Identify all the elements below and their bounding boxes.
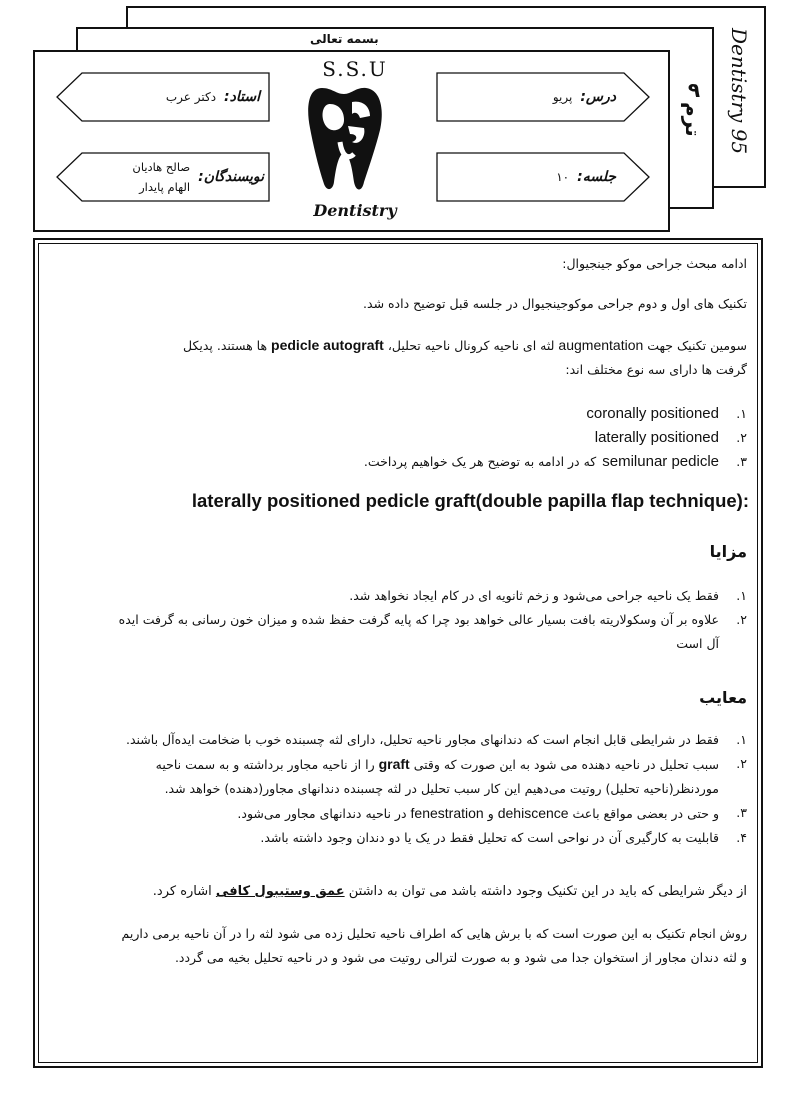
paragraph-method [49, 922, 747, 970]
disadvantages-list [47, 728, 747, 850]
list-number: ۱. [736, 732, 747, 747]
teacher-tag [56, 72, 270, 122]
term-dehiscence: dehiscence [497, 805, 569, 821]
graft-types-list [364, 402, 747, 474]
list-item [47, 728, 747, 752]
teacher-value: دکتر عرب [165, 90, 217, 104]
list-item [364, 402, 747, 426]
term-graft: graft [378, 756, 410, 772]
heading-advantages: مزایا [709, 542, 747, 561]
session-label: جلسه: [577, 169, 616, 185]
p3-line-2: گرفت ها دارای سه نوع مختلف اند: [565, 362, 747, 377]
list-text: موردنظر(ناحیه تحلیل) روتیت می‌دهیم این کار سبب تحلیل در لثه چسبنده دندانهای مجاور(دهنده) خواهد شد. [164, 781, 719, 796]
heading-laterally-positioned: laterally positioned pedicle graft(double papilla flap technique): [191, 490, 749, 511]
session-tag [436, 152, 650, 202]
side-number: ۹ [687, 78, 701, 102]
p3-text-c: ها هستند. پدیکل [183, 338, 268, 353]
teacher-label: استاد: [224, 89, 260, 105]
list-item [47, 752, 747, 777]
author-2: الهام پایدار [139, 180, 191, 194]
list-text: semilunar pedicle [602, 453, 719, 470]
side-brand-text: Dentistry 95 [727, 28, 751, 155]
list-item [53, 608, 747, 632]
list-number: ۲. [736, 612, 747, 627]
p3-text-b: لثه ای ناحیه کرونال ناحیه تحلیل، [387, 338, 555, 353]
side-brand-logo [722, 20, 762, 160]
list-number: ۲. [736, 430, 747, 445]
list-item [47, 801, 747, 826]
author-1: صالح هادیان [132, 160, 191, 174]
course-tag [436, 72, 650, 122]
session-value: ۱۰ [556, 170, 570, 184]
term-augmentation: augmentation [558, 337, 644, 353]
list-item-continuation [47, 777, 747, 801]
list-text: قابلیت به کارگیری آن در نواحی است که تحلیل فقط در یک یا دو دندان وجود داشته باشد. [260, 830, 719, 845]
advantages-list [53, 584, 747, 656]
p3-text-a: سومین تکنیک جهت [647, 338, 747, 353]
term-pedicle-autograft: pedicle autograft [271, 337, 384, 353]
list-text: laterally positioned [594, 429, 719, 446]
list-text: فقط در شرایطی قابل انجام است که دندانهای مجاور ناحیه تحلیل، دارای لثه چسبنده خوب با ضخامت ایده‌آل باشند. [126, 732, 719, 747]
ssu-dentistry-logo [300, 56, 410, 226]
list-text: coronally positioned [586, 405, 719, 422]
authors-list [132, 157, 190, 197]
list-number: ۳. [736, 454, 747, 469]
paragraph-conditions [153, 880, 747, 904]
list-item [47, 826, 747, 850]
list-text: و حتی در بعضی مواقع باعث [572, 806, 719, 821]
logo-bottom-text: Dentistry [313, 201, 397, 220]
list-item [364, 450, 747, 474]
paragraph-techniques: تکنیک های اول و دوم جراحی موکوجینجیوال در جلسه قبل توضیح داده شد. [363, 296, 747, 311]
list-text: علاوه بر آن وسکولاریته بافت بسیار عالی خواهد بود چرا که پایه گرفت حفظ شده و میزان خون رسانی به گرفت ایده [118, 612, 719, 627]
list-number: ۱. [736, 406, 747, 421]
logo-top-text: S.S.U [322, 57, 388, 81]
bismillah: بسمه تعالی [310, 32, 379, 46]
conditions-emphasis: عمق وستیبول کافی [215, 884, 345, 899]
list-text: در ناحیه دندانهای مجاور می‌شود. [237, 806, 407, 821]
side-label [672, 100, 716, 160]
session-tag-shape [436, 152, 650, 202]
side-label-text: ترم [681, 102, 705, 137]
list-item [53, 584, 747, 608]
list-item-continuation [53, 632, 747, 656]
authors-tag [56, 152, 270, 202]
conditions-text-a: از دیگر شرایطی که باید در این تکنیک وجود داشته باشد می توان به داشتن [348, 884, 747, 899]
list-text-tail: که در ادامه به توضیح هر یک خواهیم پرداخت. [363, 454, 597, 469]
intro-paragraph: ادامه مبحث جراحی موکو جینجیوال: [562, 256, 747, 271]
course-label: درس: [580, 89, 616, 105]
authors-label: نویسندگان: [198, 169, 264, 185]
list-text: آل است [676, 636, 719, 651]
list-item [364, 426, 747, 450]
method-line-1: روش انجام تکنیک به این صورت است که با برش هایی که اطراف ناحیه تحلیل زده می شود لثه را در آن ناحیه برمی داریم [121, 926, 747, 941]
term-fenestration: fenestration [410, 805, 484, 821]
course-tag-shape [436, 72, 650, 122]
course-value: پریو [552, 90, 573, 104]
paragraph-third-technique [49, 333, 747, 382]
content-frame [33, 238, 763, 1068]
conditions-text-c: اشاره کرد. [152, 884, 212, 899]
list-number: ۳. [736, 805, 747, 820]
heading-disadvantages: معایب [699, 688, 747, 707]
list-text: را از ناحیه مجاور برداشته و به سمت ناحیه [155, 757, 375, 772]
list-number: ۱. [736, 588, 747, 603]
list-number: ۴. [736, 830, 747, 845]
list-text: سبب تحلیل در ناحیه دهنده می شود به این صورت که وقتی [413, 757, 719, 772]
list-text: فقط یک ناحیه جراحی می‌شود و زخم ثانویه ای در کام ایجاد نخواهد شد. [349, 588, 719, 603]
method-line-2: و لثه دندان مجاور از استخوان جدا می شود و به صورت لترالی روتیت می شود و در ناحیه تحلیل بخیه می گردد. [174, 950, 747, 965]
list-text: و [487, 806, 494, 821]
list-number: ۲. [736, 756, 747, 771]
